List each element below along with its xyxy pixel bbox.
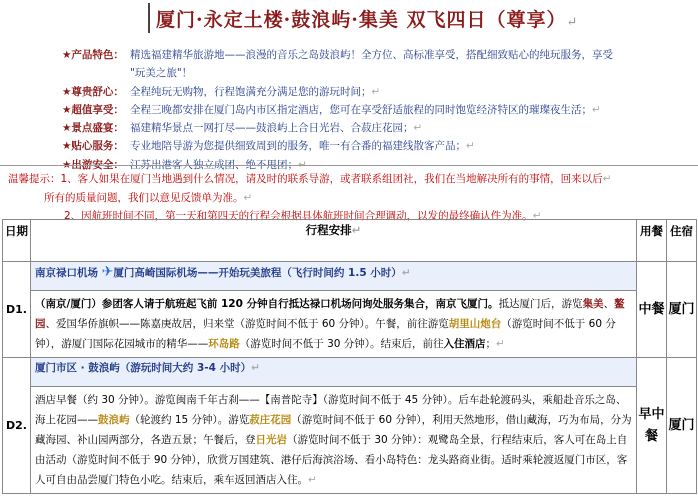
desc-segment: 日光岩 <box>255 434 287 446</box>
feature-label: ★景点盛宴： <box>62 122 124 135</box>
day2-stay: 厦门 <box>667 358 697 494</box>
feature-label: ★产品特色： <box>62 49 124 61</box>
header-day: 日期 <box>3 220 31 262</box>
day2-label: D2. <box>3 358 31 494</box>
divider <box>0 165 698 166</box>
feature-item: ★景点盛宴： 福建精华景点一网打尽——鼓浪屿上合日光岩、合菽庄花园； ↵ <box>62 119 694 137</box>
feature-text: 专业地陪导游为您提供细致周到的服务，唯一有合番的福建线散客产品； <box>130 140 466 153</box>
desc-segment: 、 <box>603 298 615 310</box>
desc-segment: （游览时间不低于 30 分钟）。结束后，前往 <box>239 338 444 350</box>
day1-route: 南京禄口机场 ✈厦门高崎国际机场——开始玩美旅程（飞行时间约 1.5 小时）↵ <box>31 262 637 291</box>
desc-segment: 、爱国华侨旗帜——陈嘉庚故居，归来堂（游览时间不低于 60 分钟）。午餐，前往游览 <box>45 318 449 330</box>
feature-item: ★出游安全： 江苏出港客人独立成团、绝不甩团； ↵ <box>62 156 694 174</box>
feature-text-cont: "玩美之旅"！ <box>130 67 193 80</box>
desc-segment: 入住酒店 <box>443 338 486 350</box>
title-box <box>148 3 620 33</box>
feature-text: 江苏出港客人独立成团、绝不甩团； <box>130 158 298 171</box>
day1-label: D1. <box>3 262 31 358</box>
day2-description: 酒店早餐（约 30 分钟）。游览闽南千年古刹——【南普陀寺】（游览时间不低于 45 分钟）。后车赴轮渡码头，乘船赴音乐之岛、海上花园——鼓浪屿（轮渡约 15 分钟）。游览菽庄花园（游览时间不低于 60 分钟），利用天然地形，借山藏海，巧为布局，分为藏海园、补山园两部分，各造五景；午餐后，登日光岩（游览时间不低于 30 分钟）：观鹭岛全景，行程结束后，客人可在岛上自由活动（游览时间不低于 90 分钟），欣赏万国建筑、港仔后海滨浴场、看小岛特色：龙头路商业街。适时乘轮渡返厦门市区，客人可自由品尝厦门特色小吃。结束后，乘车返回酒店入住。↵ <box>31 387 637 494</box>
feature-label: ★出游安全： <box>62 158 124 171</box>
desc-segment: 集美 <box>582 298 604 310</box>
feature-item: ★尊贵舒心： 全程纯玩无购物，行程饱满充分满足您的游玩时间； ↵ <box>62 83 694 101</box>
day1-meal: 中餐 <box>637 262 667 358</box>
tip-line-3: 2、因航班时间不同，第一天和第四天的行程会根据具体航班时间合理调动，以发的最终确认件为准。↵ <box>64 210 542 222</box>
desc-segment: 胡里山炮台 <box>448 318 502 330</box>
features-list <box>62 46 694 174</box>
desc-segment: 鳌园 <box>35 298 625 330</box>
desc-segment: （游览时间不低于 60 分钟），游厦门国际花园城市的精华—— <box>35 318 616 350</box>
desc-segment: 抵达厦门后，游览 <box>498 298 583 310</box>
feature-label: ★尊贵舒心： <box>62 85 124 98</box>
feature-label: ★贴心服务： <box>62 140 124 153</box>
tip-line-2: 所有的质量问题，我们以意见反馈单为准。↵ <box>44 191 253 204</box>
desc-segment: 鼓浪屿 <box>98 414 130 426</box>
desc-segment: （游览时间不低于 60 分钟），利用天然地形，借山藏海，巧为布局，分为藏海园、补山园两部分，各造五景；午餐后，登 <box>35 414 632 446</box>
desc-segment: 环岛路 <box>208 338 240 350</box>
day1-stay: 厦门 <box>667 262 697 358</box>
header-meal: 用餐 <box>637 220 667 262</box>
day1-description: （南京/厦门）参团客人请于航班起飞前 120 分钟自行抵达禄口机场问询处服务集合，南京飞厦门。抵达厦门后，游览集美、鳌园、爱国华侨旗帜——陈嘉庚故居，归来堂（游览时间不低于 60 分钟）。午餐，前往游览胡里山炮台（游览时间不低于 60 分钟），游厦门国际花园城市的精华——环岛路（游览时间不低于 30 分钟）。结束后，前往入住酒店；↵ <box>31 291 637 358</box>
day1-desc-row <box>3 291 697 358</box>
feature-text: 精选福建精华旅游地——浪漫的音乐之岛鼓浪屿！全方位、高标准享受，搭配细致贴心的纯玩服务，享受 <box>130 49 613 61</box>
header-stay: 住宿 <box>667 220 697 262</box>
tips <box>8 170 694 226</box>
feature-item: ★贴心服务： 专业地陪导游为您提供细致周到的服务，唯一有合番的福建线散客产品； ↵ <box>62 137 694 155</box>
desc-segment: （游览时间不低于 30 分钟）：观鹭岛全景，行程结束后，客人可在岛上自由活动（游览时间不低于 90 分钟），欣赏万国建筑、港仔后海滨浴场、看小岛特色：龙头路商业街。适时乘轮渡返厦门市区，客人可自由品尝厦门特色小吃。结束后，乘车返回酒店入住。 <box>35 434 628 486</box>
itinerary-table <box>2 219 697 494</box>
feature-item: ★超值享受： 全程三晚都安排在厦门岛内市区指定酒店，您可在享受舒适旅程的同时饱览经济特区的璀璨夜生活； ↵ <box>62 101 694 119</box>
feature-text: 全程三晚都安排在厦门岛内市区指定酒店，您可在享受舒适旅程的同时饱览经济特区的璀璨夜生活； <box>130 103 592 116</box>
feature-item <box>62 46 694 64</box>
day2-route: 厦门市区 · 鼓浪屿（游玩时间大约 3-4 小时）↵ <box>31 358 637 387</box>
desc-segment: （轮渡约 15 分钟）。游览 <box>129 414 250 426</box>
day2-meal: 早中餐 <box>637 358 667 494</box>
desc-segment: ； <box>485 338 497 350</box>
feature-text: 全程纯玩无购物，行程饱满充分满足您的游玩时间； <box>130 85 372 98</box>
desc-segment: 菽庄花园 <box>249 414 292 426</box>
day2-route-row <box>3 358 697 387</box>
tip-line-1: 温馨提示：1、客人如果在厦门当地遇到什么情况，请及时的联系导游，或者联系组团社，我们在当地解决所有的事情，回来以后↵ <box>8 173 612 185</box>
airplane-icon: ✈ <box>101 264 114 280</box>
desc-segment: （南京/厦门）参团客人请于航班起飞前 120 分钟自行抵达禄口机场问询处服务集合，南京飞厦门。 <box>35 298 499 310</box>
feature-label: ★超值享受： <box>62 103 124 116</box>
header-plan: 行程安排↵ <box>31 220 637 262</box>
day2-desc-row <box>3 387 697 494</box>
desc-segment: 酒店早餐（约 30 分钟）。游览闽南千年古刹——【南普陀寺】（游览时间不低于 45 分钟）。后车赴轮渡码头，乘船赴音乐之岛、海上花园—— <box>35 394 627 426</box>
day1-route-row <box>3 262 697 291</box>
page-title: 厦门·永定土楼·鼓浪屿·集美 双飞四日（尊享）↵ <box>156 9 579 31</box>
table-header-row <box>3 220 697 262</box>
feature-text: 福建精华景点一网打尽——鼓浪屿上合日光岩、合菽庄花园； <box>130 122 414 135</box>
